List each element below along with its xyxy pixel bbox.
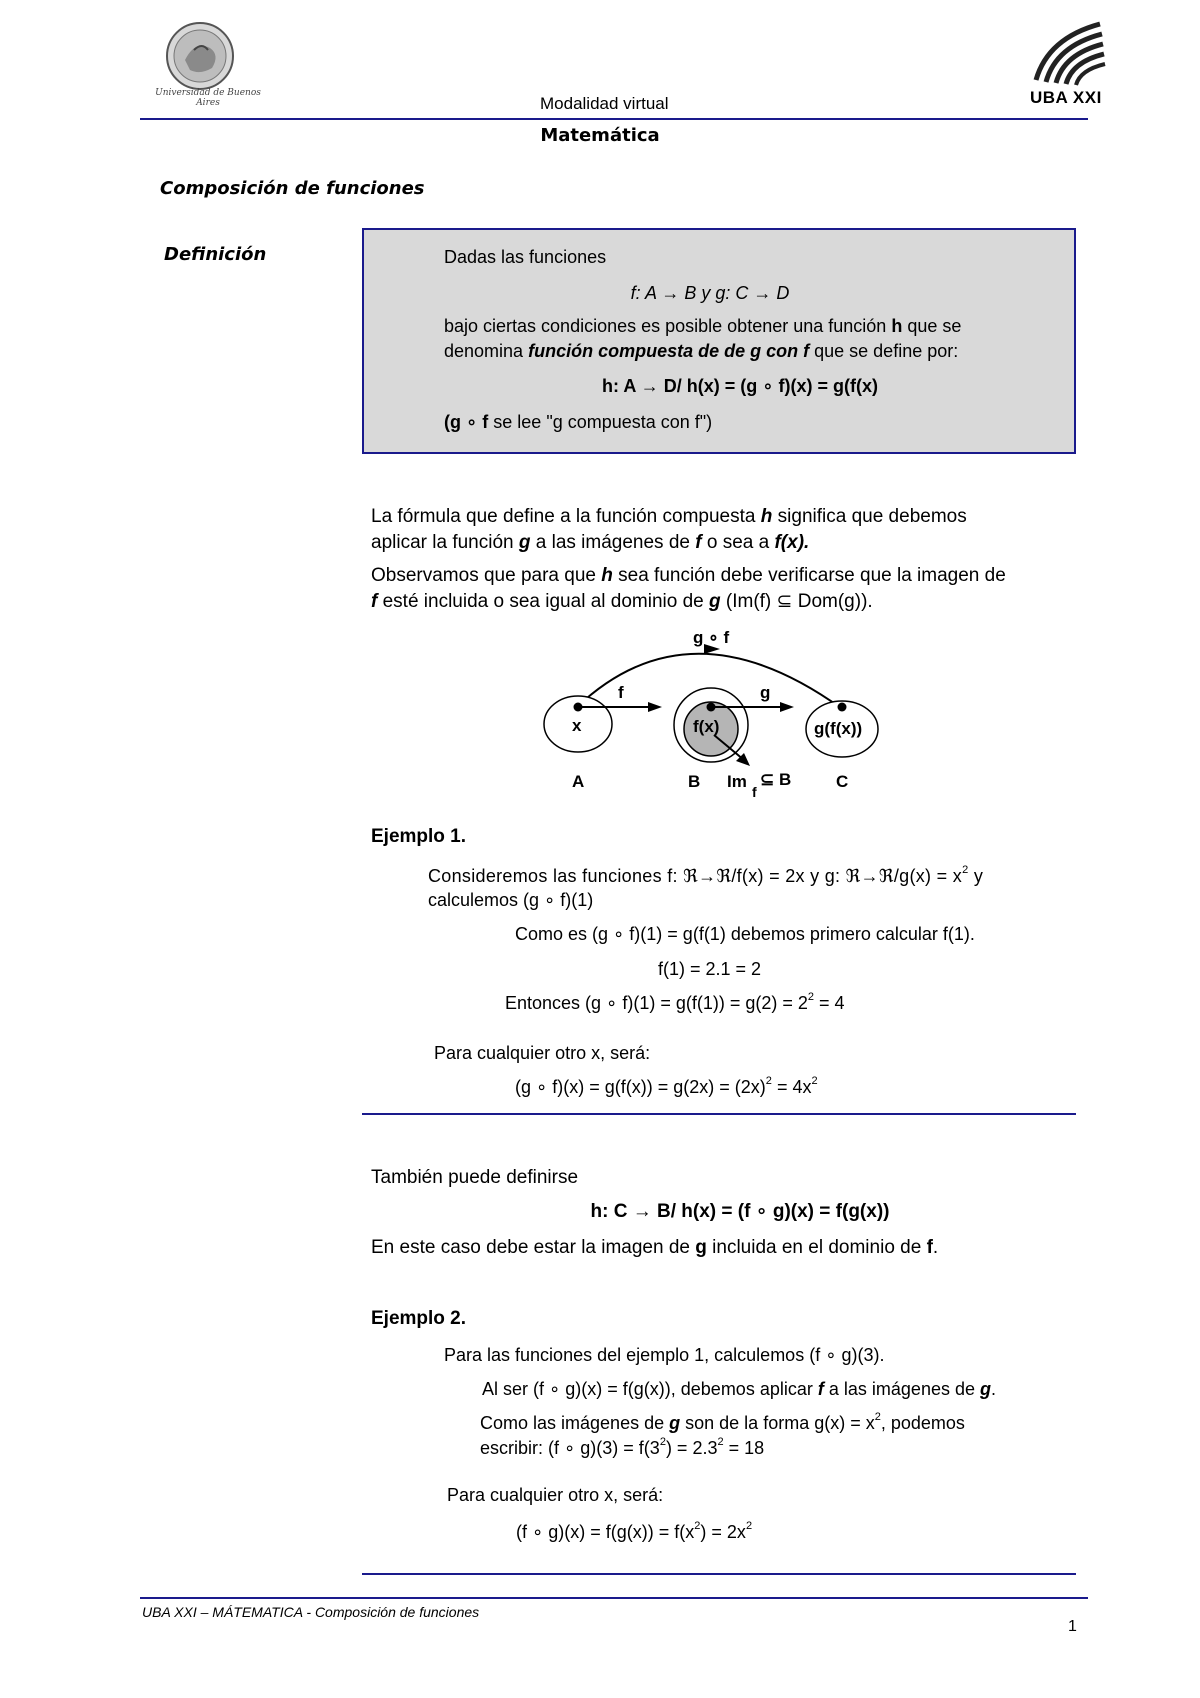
label-gfx: g(f(x)) bbox=[814, 719, 863, 738]
example1-rule bbox=[362, 1113, 1076, 1115]
definition-line2: denomina función compuesta de de g con f que se define por: bbox=[444, 341, 959, 361]
definition-intro: Dadas las funciones bbox=[444, 247, 607, 267]
brand-text: UBA XXI bbox=[1030, 88, 1102, 107]
example2-rule bbox=[362, 1573, 1076, 1575]
example2-line2: Al ser (f ∘ g)(x) = f(g(x)), debemos aplicar f a las imágenes de g. bbox=[482, 1379, 997, 1399]
label-fx: f(x) bbox=[693, 717, 720, 736]
example1-line1: Consideremos las funciones f: ℜ→ℜ/f(x) = 2x y g: ℜ→ℜ/g(x) = $x^2$ y bbox=[428, 864, 984, 886]
example1-title: Ejemplo 1. bbox=[371, 826, 467, 847]
subject-title: Matemática bbox=[540, 125, 660, 146]
point-gfx bbox=[838, 703, 847, 712]
definition-label: Definición bbox=[164, 244, 267, 265]
definition-formula: h: A → D/ h(x) = (g ∘ f)(x) = g(f(x) bbox=[602, 376, 878, 396]
alt-definition-intro: También puede definirse bbox=[371, 1167, 579, 1188]
label-image-sub: f bbox=[752, 784, 757, 800]
example2-line5: Para cualquier otro x, será: bbox=[447, 1485, 664, 1505]
arrow-g-head bbox=[780, 702, 794, 712]
example1-line7: (g ∘ $f)(x) = g(f(x)) = g(2x) = (2x)^2 = 4x^2$ bbox=[515, 1075, 818, 1097]
header-rule bbox=[140, 118, 1088, 120]
example1-line2: calculemos (g ∘ f)(1) bbox=[428, 890, 594, 910]
footer-text: UBA XXI – MÁTEMATICA - Composición de funciones bbox=[142, 1604, 480, 1620]
arrow-f-head bbox=[648, 702, 662, 712]
footer-rule bbox=[140, 1597, 1088, 1599]
label-image-subset: ⊆ B bbox=[760, 770, 792, 789]
page-number: 1 bbox=[1068, 1618, 1077, 1635]
label-g-compose-f: g ∘ f bbox=[693, 628, 730, 647]
definition-line1: bajo ciertas condiciones es posible obtener una función h que se bbox=[444, 316, 962, 336]
label-set-a: A bbox=[572, 772, 585, 791]
composition-diagram bbox=[530, 625, 910, 805]
example2-line3: Como las imágenes de g son de la forma $g(x) = x^2$, podemos bbox=[480, 1411, 965, 1433]
label-g: g bbox=[760, 683, 771, 702]
label-image: Im bbox=[727, 772, 747, 791]
example1-line4: f(1) = 2.1 = 2 bbox=[658, 959, 762, 979]
point-fx bbox=[707, 703, 716, 712]
example1-line5: Entonces (g ∘ $f)(1) = g(f(1)) = g(2) = 2^2 = 4$ bbox=[505, 991, 845, 1013]
explanation-paragraph-1: La fórmula que define a la función compuesta h significa que debemos aplicar la función g a las imágenes de f o sea a f(x). bbox=[371, 506, 967, 553]
alt-definition-formula: h: C → B/ h(x) = (f ∘ g)(x) = f(g(x)) bbox=[590, 1201, 890, 1222]
example2-line1: Para las funciones del ejemplo 1, calculemos (f ∘ g)(3). bbox=[444, 1345, 885, 1365]
point-x bbox=[574, 703, 583, 712]
example2-title: Ejemplo 2. bbox=[371, 1308, 467, 1329]
example1-line6: Para cualquier otro x, será: bbox=[434, 1043, 651, 1063]
definition-note: (g ∘ f se lee "g compuesta con f") bbox=[444, 412, 713, 432]
example1-line3: Como es (g ∘ f)(1) = g(f(1) debemos primero calcular f(1). bbox=[515, 924, 975, 944]
modality-text: Modalidad virtual bbox=[540, 94, 669, 113]
university-caption: Universidad de Buenos Aires bbox=[155, 88, 261, 108]
label-set-b: B bbox=[688, 772, 701, 791]
definition-functions: f: A → B y g: C → D bbox=[630, 283, 790, 303]
example2-line4: escribir: (f ∘ $g)(3) = f(3^2) = 2.3^2 = 18$ bbox=[480, 1436, 765, 1458]
label-f: f bbox=[618, 683, 624, 702]
label-x: x bbox=[572, 716, 582, 735]
label-set-c: C bbox=[836, 772, 849, 791]
alt-definition-note: En este caso debe estar la imagen de g incluida en el dominio de f. bbox=[371, 1237, 939, 1258]
example2-line6: (f ∘ $g)(x) = f(g(x)) = f(x^2) = 2x^2$ bbox=[516, 1520, 753, 1542]
section-title: Composición de funciones bbox=[160, 178, 425, 199]
explanation-paragraph-2: Observamos que para que h sea función debe verificarse que la imagen de f esté incluida o sea igual al dominio de g (Im(f) ⊆ Dom(g)). bbox=[371, 565, 1006, 612]
